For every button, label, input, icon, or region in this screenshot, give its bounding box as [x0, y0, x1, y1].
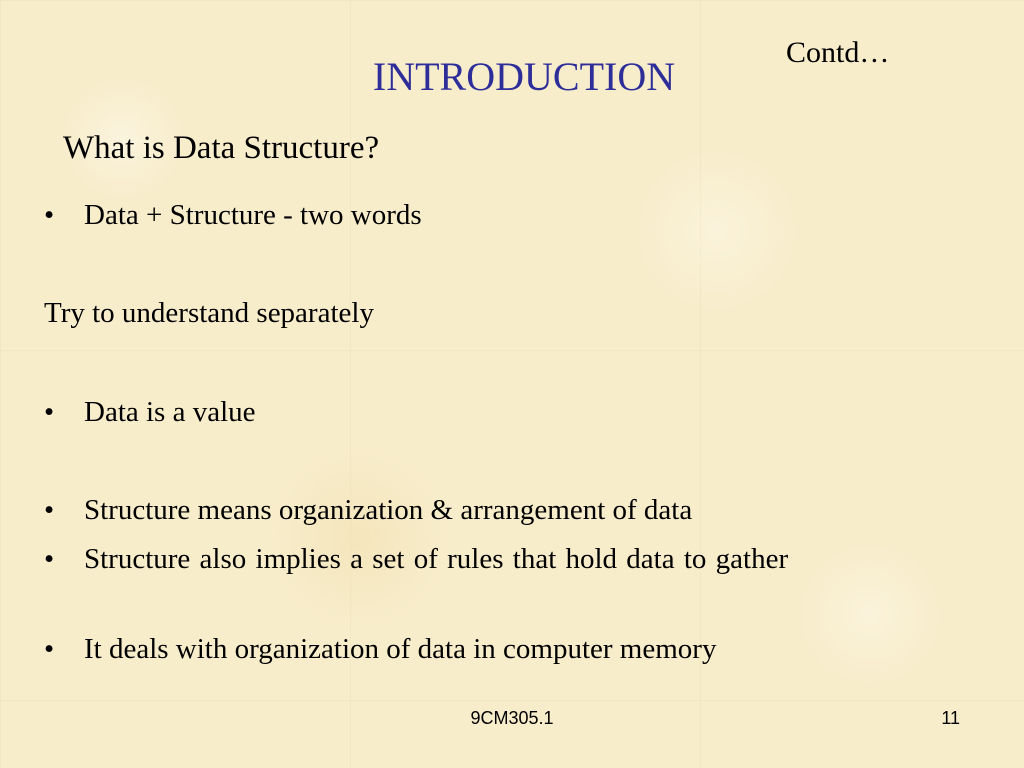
bullet-icon: • — [44, 199, 55, 231]
bullet-item — [44, 629, 864, 669]
bullet-icon: • — [44, 543, 55, 575]
bullet-item — [44, 490, 864, 530]
bullet-text: It deals with organization of data in computer memory — [84, 633, 717, 665]
bullet-item — [44, 195, 864, 235]
footer-page-number: 11 — [941, 708, 960, 728]
bullet-text: Data is a value — [84, 396, 256, 428]
slide-subtitle: What is Data Structure? — [63, 130, 380, 166]
bullet-text: Structure means organization & arrangement of data — [84, 494, 693, 526]
bullet-item — [44, 392, 864, 432]
footer-course-code: 9CM305.1 — [470, 708, 554, 728]
continued-label: Contd… — [786, 36, 890, 69]
bullet-item — [44, 539, 864, 579]
plain-text-line: Try to understand separately — [44, 297, 374, 329]
bullet-icon: • — [44, 494, 55, 526]
bullet-icon: • — [44, 633, 55, 665]
slide-title: INTRODUCTION — [372, 54, 676, 99]
bullet-icon: • — [44, 396, 55, 428]
bullet-text: Structure also implies a set of rules that hold data to gather — [84, 543, 789, 575]
bullet-text: Data + Structure - two words — [84, 199, 422, 231]
